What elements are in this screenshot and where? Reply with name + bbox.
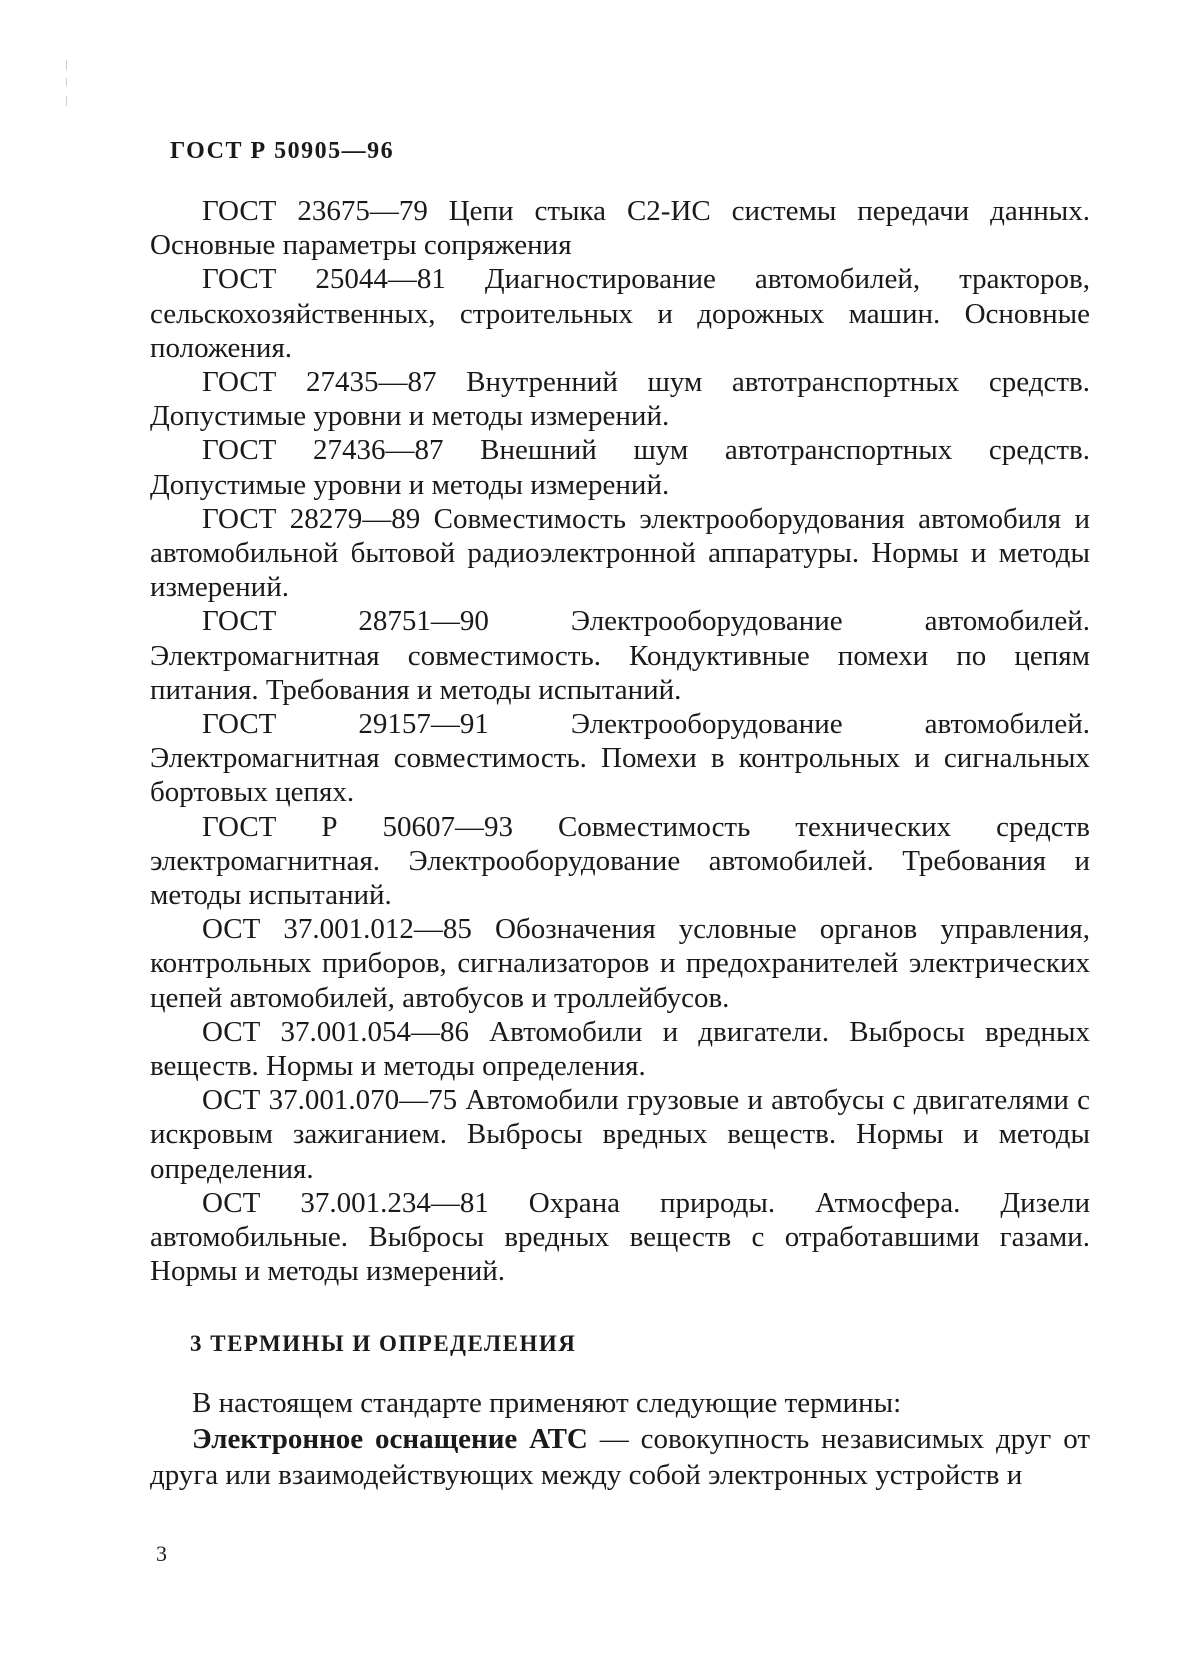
reference-item: ГОСТ 27436—87 Внешний шум автотранспортных средств. Допустимые уровни и методы измерений. xyxy=(150,434,1090,501)
terms-section xyxy=(150,1385,1090,1493)
scan-artifact xyxy=(66,60,67,70)
section-title: 3 ТЕРМИНЫ И ОПРЕДЕЛЕНИЯ xyxy=(190,1331,577,1356)
reference-item: ГОСТ 25044—81 Диагностирование автомобилей, тракторов, сельскохозяйственных, строительных и дорожных машин. Основные положения. xyxy=(150,263,1090,364)
reference-item: ОСТ 37.001.234—81 Охрана природы. Атмосфера. Дизели автомобильные. Выбросы вредных веществ с отработавшими газами. Нормы и методы измерений. xyxy=(150,1186,1090,1288)
reference-item: ГОСТ 28751—90 Электрооборудование автомобилей. Электромагнитная совместимость. Кондуктивные помехи по цепям питания. Требования и методы испытаний. xyxy=(150,605,1090,706)
term-text: — совокупность независимых друг от друга или взаимодействующих между собой электронных устройств и xyxy=(150,1423,1090,1491)
scan-artifact xyxy=(66,78,67,86)
reference-item: ГОСТ 28279—89 Совместимость электрооборудования автомобиля и автомобильной бытовой радиоэлектронной аппаратуры. Нормы и методы измерений. xyxy=(150,502,1090,604)
term-definition xyxy=(150,1421,1090,1493)
normative-references xyxy=(150,194,1090,1289)
reference-item: ГОСТ 27435—87 Внутренний шум автотранспортных средств. Допустимые уровни и методы измерений. xyxy=(150,366,1090,433)
reference-item: ГОСТ 23675—79 Цепи стыка С2-ИС системы передачи данных. Основные параметры сопряжения xyxy=(150,195,1090,262)
page-number: 3 xyxy=(156,1541,167,1566)
reference-item: ГОСТ 29157—91 Электрооборудование автомобилей. Электромагнитная совместимость. Помехи в контрольных и сигнальных бортовых цепях. xyxy=(150,708,1090,809)
reference-item: ОСТ 37.001.012—85 Обозначения условные органов управления, контрольных приборов, сигнализаторов и предохранителей электрических цепей автомобилей, автобусов и троллейбусов. xyxy=(150,913,1090,1014)
scan-artifact xyxy=(66,96,67,106)
term-name: Электронное оснащение АТС xyxy=(192,1423,588,1455)
document-header: ГОСТ Р 50905—96 xyxy=(170,138,395,164)
reference-item: ГОСТ Р 50607—93 Совместимость технических средств электромагнитная. Электрооборудование автомобилей. Требования и методы испытаний. xyxy=(150,810,1090,912)
terms-intro: В настоящем стандарте применяют следующие термины: xyxy=(192,1387,902,1419)
reference-item: ОСТ 37.001.054—86 Автомобили и двигатели. Выбросы вредных веществ. Нормы и методы определения. xyxy=(150,1015,1090,1083)
reference-item: ОСТ 37.001.070—75 Автомобили грузовые и автобусы с двигателями с искровым зажиганием. Выбросы вредных веществ. Нормы и методы определения. xyxy=(150,1084,1090,1185)
